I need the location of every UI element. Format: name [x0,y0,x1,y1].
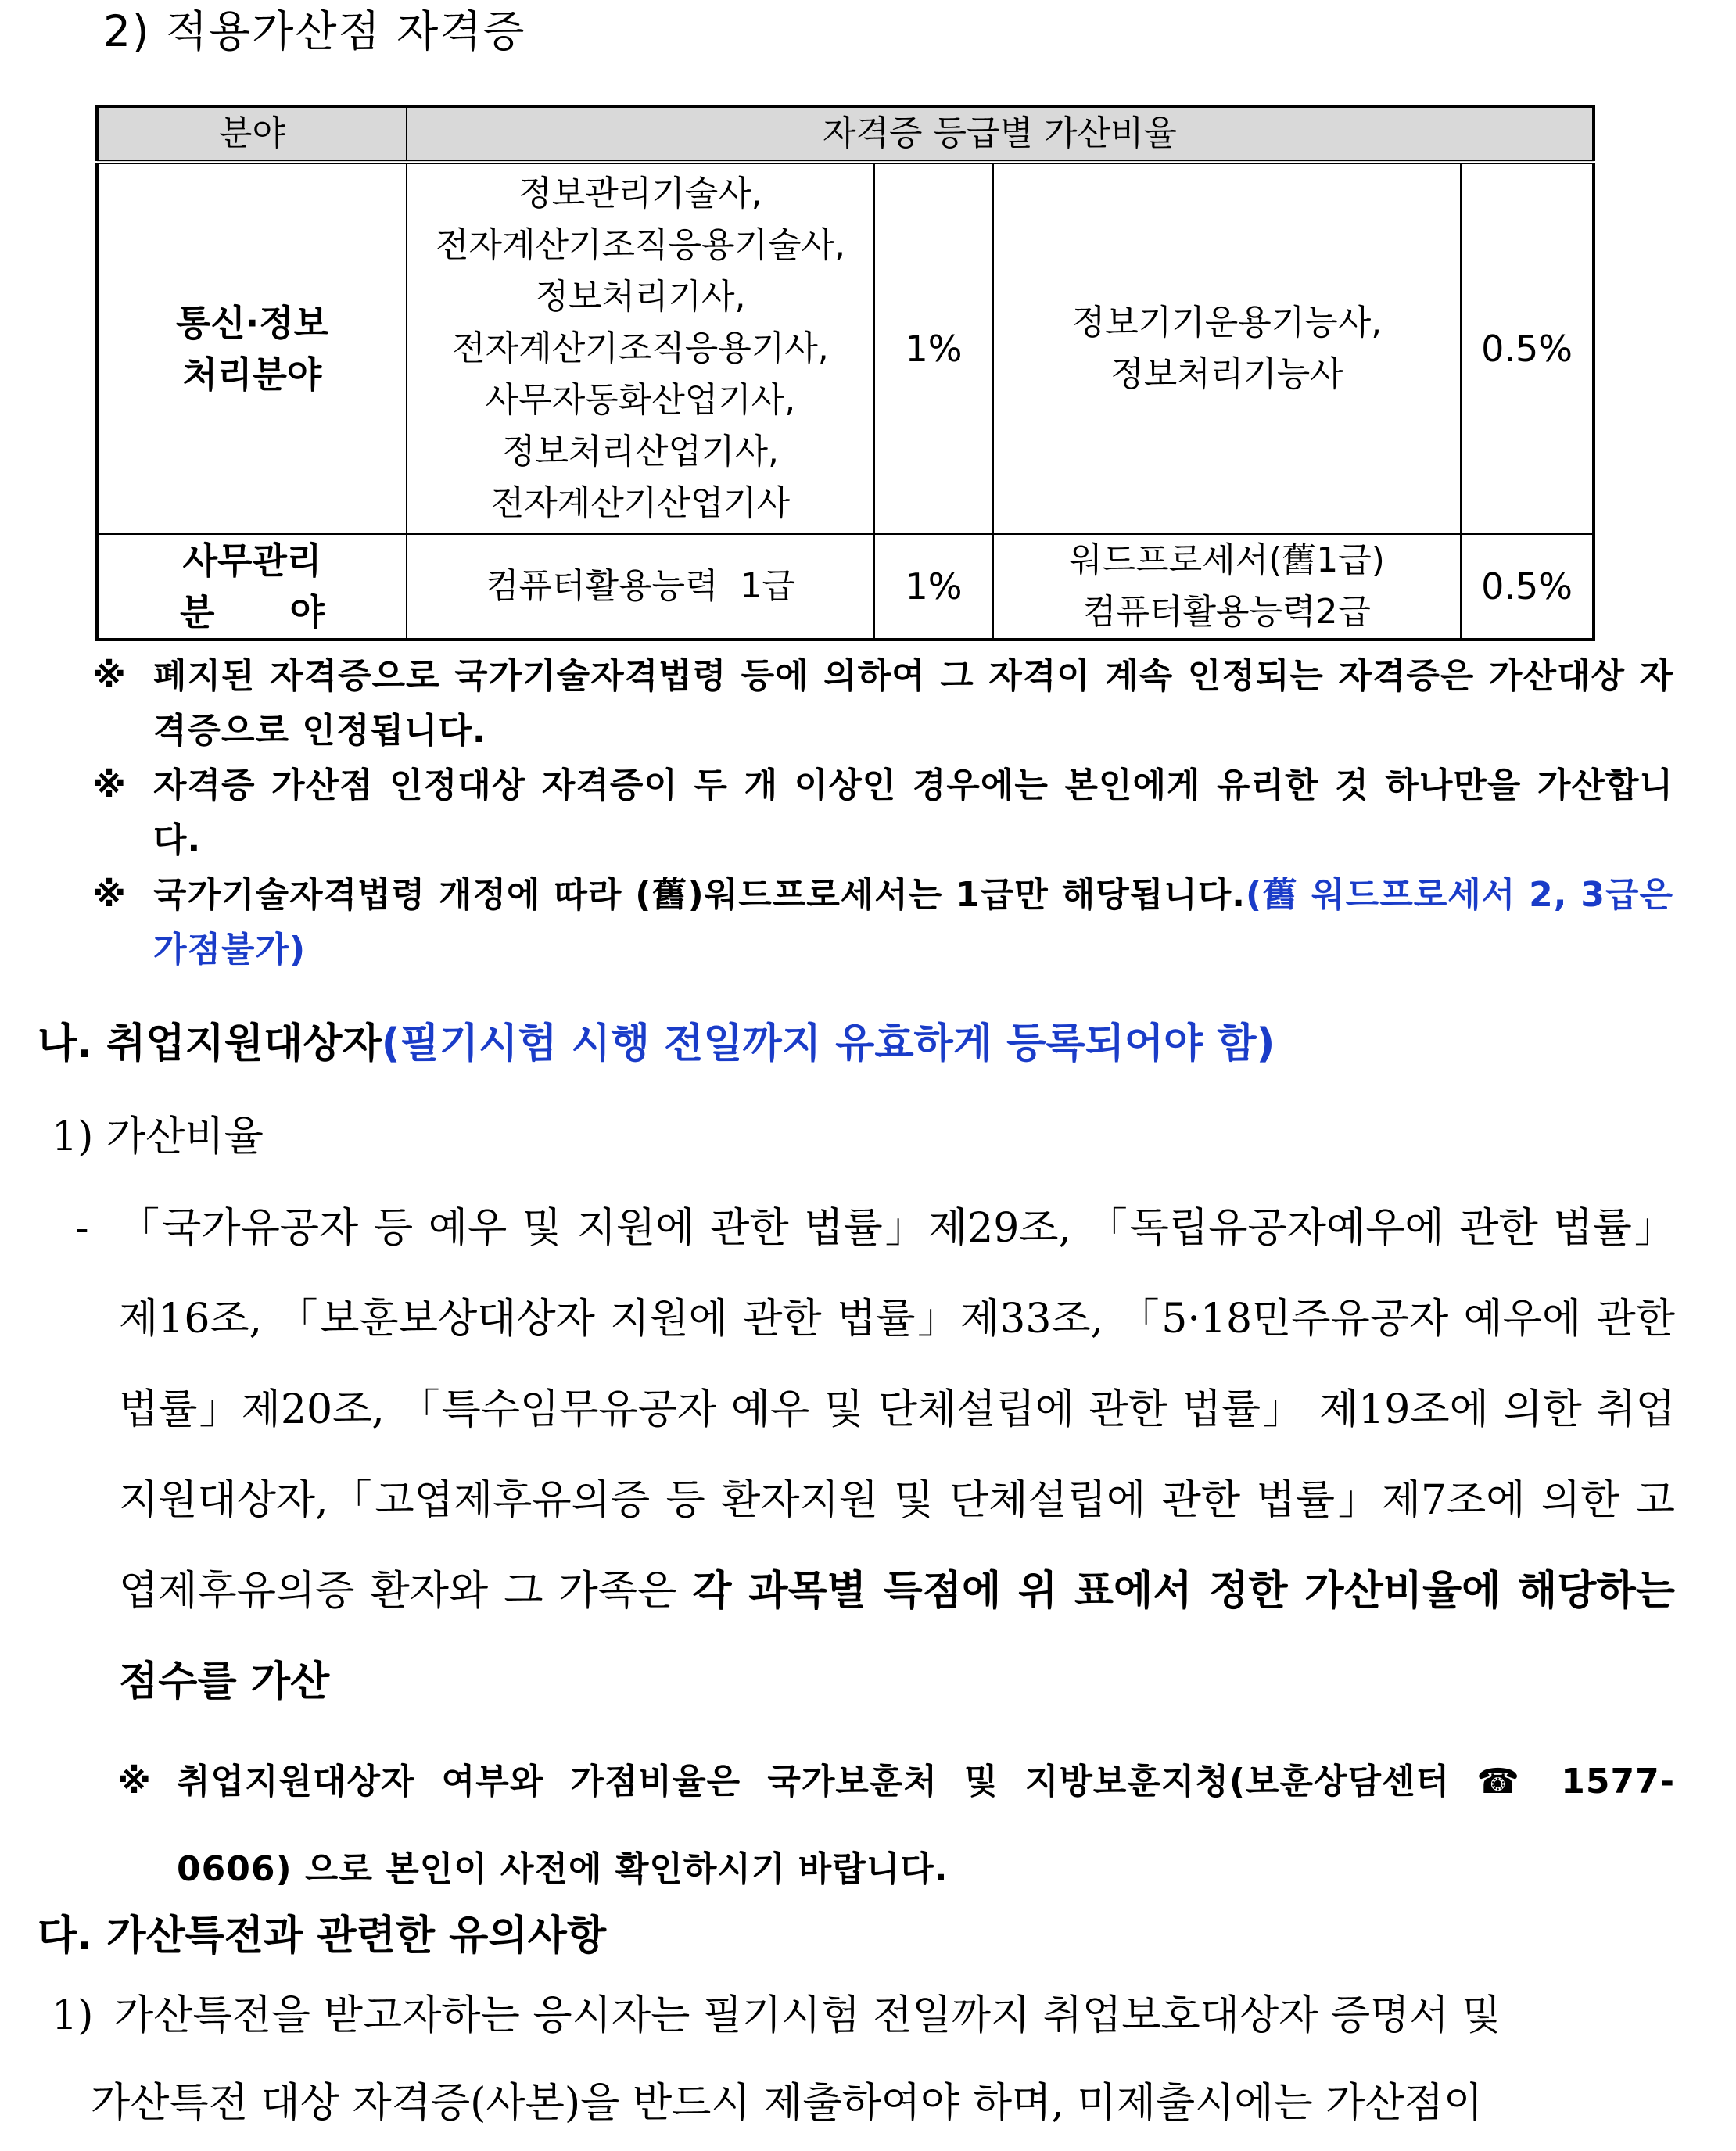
note-text [153,868,1673,977]
rate-cell: 0.5% [1461,162,1594,534]
item-number: 1) [52,1992,94,2039]
section-na-title [38,1013,1275,1075]
note-mark: ※ [92,875,127,915]
rate-cell: 0.5% [1461,534,1594,640]
field-cell [97,162,407,534]
cert-list-cell [993,534,1461,640]
cert-list-cell [407,534,874,640]
paragraph [52,1972,1675,2147]
cert-item: 전자계산기산업기사 [490,483,791,523]
field-line: 처리분야 [182,353,322,396]
cert-item: 정보처리기능사 [1110,354,1343,394]
cert-item: 전자계산기조직응용기술사, [435,225,846,265]
section-na-title-blue: (필기시험 시행 전일까지 유효하게 등록되어야 함) [381,1020,1275,1067]
note-text-main: 국가기술자격법령 개정에 따라 (舊)워드프로세서는 1급만 해당됩니다. [153,875,1246,915]
field-line: 사무관리 [182,540,322,582]
section-title: 2) 적용가산점 자격증 [103,6,526,56]
cert-item: 정보기기운용기능사, [1071,303,1383,342]
cert-item: 워드프로세서(舊1급) [1069,540,1385,580]
paragraph-main: 「국가유공자 등 예우 및 지원에 관한 법률」제29조, 「독립유공자예우에 관한 법률」제16조, 「보훈보상대상자 지원에 관한 법률」제33조, 「5·18민주유공자 예우에 관한 법률」제20조, 「특수임무유공자 예우 및 단체설립에 관한 법률」 제19조에 의한 취업지원대상자,「고엽제후유의증 등 환자지원 및 단체설립에 관한 법률」제7조에 의한 고엽제후유의증 환자와 그 가족은 [119,1205,1675,1615]
cert-item: 컴퓨터활용능력 1급 [486,566,795,606]
note-item [92,758,1673,868]
rate-cell: 1% [874,534,993,640]
paragraph [75,1183,1675,1727]
subsection-title: 1) 가산비율 [52,1113,264,1160]
certificate-table [95,105,1595,641]
table-row [97,534,1594,640]
note-mark: ※ [92,656,127,696]
cert-list-cell [407,162,874,534]
note-mark: ※ [117,1762,152,1801]
table-header-row [97,106,1594,162]
note-item [92,649,1673,758]
cert-item: 전자계산기조직응용기사, [452,328,829,368]
paragraph-text: 가산특전을 받고자하는 응시자는 필기시험 전일까지 취업보호대상자 증명서 및 [114,1992,1501,2039]
cert-item: 정보처리기사, [535,277,746,317]
cert-list-cell [993,162,1461,534]
note-text: 취업지원대상자 여부와 가점비율은 국가보훈처 및 지방보훈지청(보훈상담센터 ☎ 1577-0606) 으로 본인이 사전에 확인하시기 바랍니다. [177,1762,1675,1889]
header-field: 분야 [97,106,407,162]
paragraph-text [119,1183,1675,1727]
note-text: 폐지된 자격증으로 국가기술자격법령 등에 의하여 그 자격이 계속 인정되는 자격증은 가산대상 자격증으로 인정됩니다. [153,656,1673,751]
cert-item: 컴퓨터활용능력2급 [1082,592,1372,632]
note-text-blue: (舊 워드프로세서 2, 3급은 가점불가) [153,875,1673,970]
note-mark: ※ [92,765,127,805]
note-text: 자격증 가산점 인정대상 자격증이 두 개 이상인 경우에는 본인에게 유리한 것 하나만을 가산합니다. [153,765,1673,860]
dash-marker: - [75,1205,89,1252]
field-line: 분 야 [180,591,325,633]
note-item [92,868,1673,977]
section-da-title: 다. 가산특전과 관련한 유의사항 [38,1913,607,1959]
paragraph-bold: 각 과목별 득점에 위 표에서 정한 가산비율에 해당하는 점수를 가산 [119,1568,1675,1705]
note-item [117,1738,1675,1913]
field-line: 통신·정보 [175,302,329,344]
table-row [97,162,1594,534]
section-na-title-main: 나. 취업지원대상자 [38,1020,382,1067]
header-rate: 자격증 등급별 가산비율 [407,106,1594,162]
rate-cell: 1% [874,162,993,534]
paragraph-text: 가산특전 대상 자격증(사본)을 반드시 제출하여야 하며, 미제출시에는 가산점이 [91,2080,1483,2127]
field-cell [97,534,407,640]
cert-item: 정보관리기술사, [518,174,762,213]
cert-item: 사무자동화산업기사, [485,380,796,420]
cert-item: 정보처리산업기사, [501,432,780,471]
